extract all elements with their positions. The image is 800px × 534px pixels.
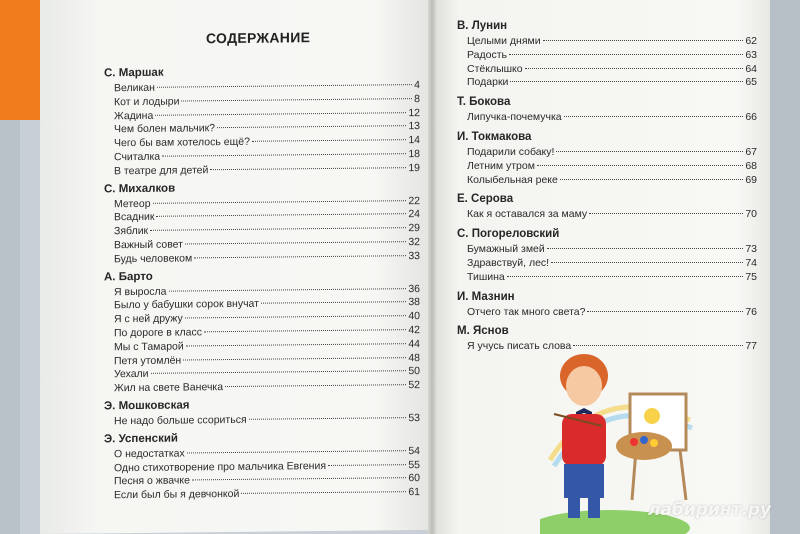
- author-heading: С. Погореловский: [457, 228, 560, 241]
- toc-entry: [467, 146, 757, 158]
- toc-entry-page: 33: [408, 249, 420, 262]
- toc-leader-dots: [210, 167, 406, 170]
- toc-entry: [114, 352, 420, 367]
- toc-entry-title: Метеор: [114, 197, 151, 210]
- toc-leader-dots: [551, 262, 743, 263]
- background-right: [770, 0, 800, 534]
- toc-leader-dots: [249, 417, 407, 420]
- watermark: лабиринт.ру: [648, 500, 772, 520]
- toc-entry-page: 75: [745, 270, 757, 283]
- toc-entry-title: Бумажный змей: [467, 243, 545, 256]
- toc-entry: [114, 93, 420, 108]
- toc-entry-title: Считалка: [114, 150, 161, 164]
- toc-leader-dots: [328, 464, 406, 466]
- toc-leader-dots: [217, 126, 406, 129]
- toc-leader-dots: [185, 241, 406, 244]
- toc-leader-dots: [162, 153, 406, 157]
- toc-entry: [114, 324, 420, 339]
- page-title: СОДЕРЖАНИЕ: [206, 29, 311, 47]
- toc-entry-title: Одно стихотворение про мальчика Евгения: [114, 459, 327, 474]
- toc-entry-page: 69: [745, 173, 757, 186]
- toc-entry: [114, 148, 420, 163]
- author-heading: И. Мазнин: [457, 290, 515, 303]
- toc-entry-title: Жадина: [114, 109, 154, 122]
- toc-entry-title: Подарили собаку!: [467, 146, 555, 158]
- toc-entry-page: 68: [745, 159, 757, 172]
- toc-leader-dots: [547, 248, 744, 249]
- toc-entry-page: 32: [408, 236, 420, 249]
- toc-entry: [114, 472, 420, 487]
- toc-entry-page: 66: [745, 111, 757, 124]
- toc-entry: [114, 486, 420, 501]
- toc-leader-dots: [537, 165, 743, 166]
- toc-leader-dots: [573, 345, 743, 346]
- toc-leader-dots: [261, 302, 406, 305]
- toc-entry-page: 61: [408, 486, 420, 499]
- toc-leader-dots: [169, 288, 407, 291]
- toc-entry: [114, 250, 420, 265]
- toc-entry-page: 60: [408, 472, 420, 485]
- book-gutter: [428, 0, 436, 534]
- toc-entry-page: 55: [408, 458, 420, 471]
- toc-entry-page: 77: [745, 340, 757, 353]
- toc-entry-title: В театре для детей: [114, 164, 209, 178]
- toc-entry: [467, 49, 757, 61]
- toc-entry-title: О недостатках: [114, 447, 185, 461]
- toc-entry: [114, 338, 420, 353]
- toc-entry-page: 53: [408, 412, 420, 425]
- author-heading: С. Михалков: [104, 182, 176, 195]
- toc-entry-page: 62: [745, 35, 757, 47]
- toc-entry-page: 12: [408, 106, 420, 119]
- toc-entry-page: 29: [408, 222, 420, 235]
- toc-entry-title: Кот и лодыри: [114, 95, 180, 109]
- toc-entry: [467, 76, 757, 88]
- toc-leader-dots: [560, 179, 743, 180]
- toc-entry: [114, 195, 420, 210]
- toc-entry-title: Я учусь писать слова: [467, 340, 572, 353]
- toc-entry-title: Я с ней дружу: [114, 312, 183, 326]
- toc-leader-dots: [192, 478, 406, 481]
- toc-leader-dots: [543, 40, 744, 41]
- toc-entry: [114, 445, 420, 460]
- toc-entry-title: Целыми днями: [467, 35, 541, 47]
- author-heading: А. Барто: [104, 270, 153, 283]
- toc-entry-page: 19: [408, 161, 420, 174]
- toc-entry: [114, 79, 420, 94]
- toc-entry: [467, 271, 757, 283]
- toc-entry: [114, 412, 420, 427]
- toc-entry-page: 63: [745, 48, 757, 61]
- toc-leader-dots: [157, 84, 412, 88]
- toc-leader-dots: [194, 255, 406, 258]
- toc-entry-title: Подарки: [467, 76, 509, 89]
- toc-entry-page: 4: [414, 79, 420, 92]
- toc-leader-dots: [156, 214, 406, 218]
- toc-entry-page: 42: [408, 324, 420, 337]
- toc-entry: [467, 111, 757, 123]
- toc-leader-dots: [509, 54, 743, 55]
- toc-entry-page: 13: [408, 120, 420, 133]
- toc-entry-page: 76: [745, 305, 757, 318]
- author-heading: Т. Бокова: [457, 96, 511, 109]
- toc-entry: [114, 283, 420, 298]
- toc-entry: [467, 160, 757, 172]
- toc-entry-page: 52: [408, 379, 420, 392]
- toc-leader-dots: [225, 384, 406, 387]
- toc-entry: [114, 222, 420, 237]
- toc-entry-title: Важный совет: [114, 238, 183, 252]
- toc-leader-dots: [507, 276, 744, 277]
- toc-leader-dots: [183, 357, 406, 360]
- toc-entry-page: 18: [408, 148, 420, 161]
- toc-entry-page: 65: [745, 76, 757, 89]
- toc-entry-title: Колыбельная реке: [467, 173, 558, 186]
- toc-entry-page: 50: [408, 365, 420, 378]
- toc-entry-page: 24: [408, 208, 420, 221]
- toc-entry: [467, 35, 757, 47]
- toc-entry-page: 44: [408, 337, 420, 350]
- toc-leader-dots: [241, 491, 406, 494]
- toc-entry-title: Великан: [114, 81, 155, 95]
- toc-entry: [114, 236, 420, 251]
- toc-entry-title: Чем болен мальчик?: [114, 122, 216, 136]
- author-heading: В. Лунин: [457, 20, 508, 32]
- toc-entry-title: Радость: [467, 48, 507, 61]
- toc-leader-dots: [556, 151, 743, 152]
- toc-leader-dots: [564, 116, 744, 117]
- toc-leader-dots: [185, 315, 407, 318]
- toc-entry-page: 8: [414, 92, 420, 105]
- toc-entry-page: 48: [408, 351, 420, 364]
- toc-entry-title: Петя утомлён: [114, 354, 182, 367]
- toc-entry-page: 22: [408, 194, 420, 207]
- toc-entry-title: Здравствуй, лес!: [467, 257, 550, 269]
- toc-leader-dots: [186, 343, 407, 346]
- toc-leader-dots: [252, 139, 406, 142]
- toc-entry-title: Липучка-почемучка: [467, 111, 562, 124]
- author-heading: Е. Серова: [457, 193, 514, 206]
- toc-entry: [114, 134, 420, 149]
- toc-entry-title: Летним утром: [467, 159, 535, 172]
- toc-entry-title: Не надо больше ссориться: [114, 413, 247, 428]
- toc-leader-dots: [187, 450, 407, 453]
- toc-leader-dots: [181, 98, 412, 101]
- toc-leader-dots: [525, 68, 744, 69]
- toc-entry-title: Зяблик: [114, 225, 149, 238]
- toc-entry: [114, 107, 420, 122]
- toc-entry-page: 70: [745, 208, 757, 221]
- toc-entry: [467, 257, 757, 269]
- toc-leader-dots: [589, 213, 743, 214]
- toc-entry-page: 67: [745, 146, 757, 158]
- toc-entry: [114, 459, 420, 474]
- author-heading: М. Яснов: [457, 325, 509, 338]
- toc-entry-title: Стёклышко: [467, 62, 523, 75]
- toc-leader-dots: [153, 200, 407, 204]
- toc-entry: [114, 120, 420, 135]
- toc-entry-page: 73: [745, 243, 757, 256]
- toc-entry: [467, 63, 757, 75]
- author-heading: Э. Успенский: [104, 432, 178, 446]
- toc-entry: [467, 306, 757, 318]
- toc-entry-title: Мы с Тамарой: [114, 340, 184, 354]
- toc-entry-title: Если был бы я девчонкой: [114, 488, 240, 502]
- toc-entry-page: 74: [745, 257, 757, 269]
- cover-edge-gray: [0, 120, 20, 534]
- toc-leader-dots: [150, 227, 406, 231]
- toc-entry-page: 36: [408, 282, 420, 295]
- toc-leader-dots: [204, 329, 406, 332]
- toc-entry: [467, 243, 757, 255]
- toc-entry-title: Как я оставался за маму: [467, 208, 588, 221]
- toc-entry-title: Жил на свете Ванечка: [114, 381, 224, 395]
- toc-entry: [467, 208, 757, 220]
- toc-entry-title: Уехали: [114, 368, 149, 381]
- toc-leader-dots: [587, 311, 743, 312]
- toc-entry-title: Отчего так много света?: [467, 305, 586, 318]
- toc-entry-title: Всадник: [114, 211, 155, 224]
- toc-leader-dots: [151, 371, 407, 375]
- toc-entry: [114, 310, 420, 325]
- toc-leader-dots: [510, 81, 743, 82]
- toc-entry-title: Тишина: [467, 270, 505, 283]
- toc-entry-page: 54: [408, 444, 420, 457]
- toc-entry-title: По дороге в класс: [114, 326, 202, 340]
- toc-entry-page: 38: [408, 296, 420, 309]
- toc-entry-page: 14: [408, 134, 420, 147]
- toc-entry-page: 64: [745, 62, 757, 75]
- toc-entry: [114, 379, 420, 394]
- toc-entry: [467, 174, 757, 186]
- toc-entry-title: Будь человеком: [114, 252, 193, 266]
- toc-entry-title: Чего бы вам хотелось ещё?: [114, 135, 250, 150]
- author-heading: С. Маршак: [104, 66, 164, 80]
- toc-entry-page: 40: [408, 310, 420, 323]
- toc-entry-title: Я выросла: [114, 285, 167, 298]
- toc-entry: [114, 365, 420, 380]
- toc-entry: [114, 208, 420, 223]
- author-heading: И. Токмакова: [457, 131, 532, 143]
- toc-entry: [114, 296, 420, 311]
- left-page: [40, 0, 432, 534]
- author-heading: Э. Мошковская: [104, 399, 190, 413]
- toc-entry: [114, 162, 420, 177]
- toc-entry-title: Песня о жвачке: [114, 474, 190, 488]
- toc-leader-dots: [155, 112, 406, 116]
- toc-entry-title: Было у бабушки сорок внучат: [114, 298, 259, 312]
